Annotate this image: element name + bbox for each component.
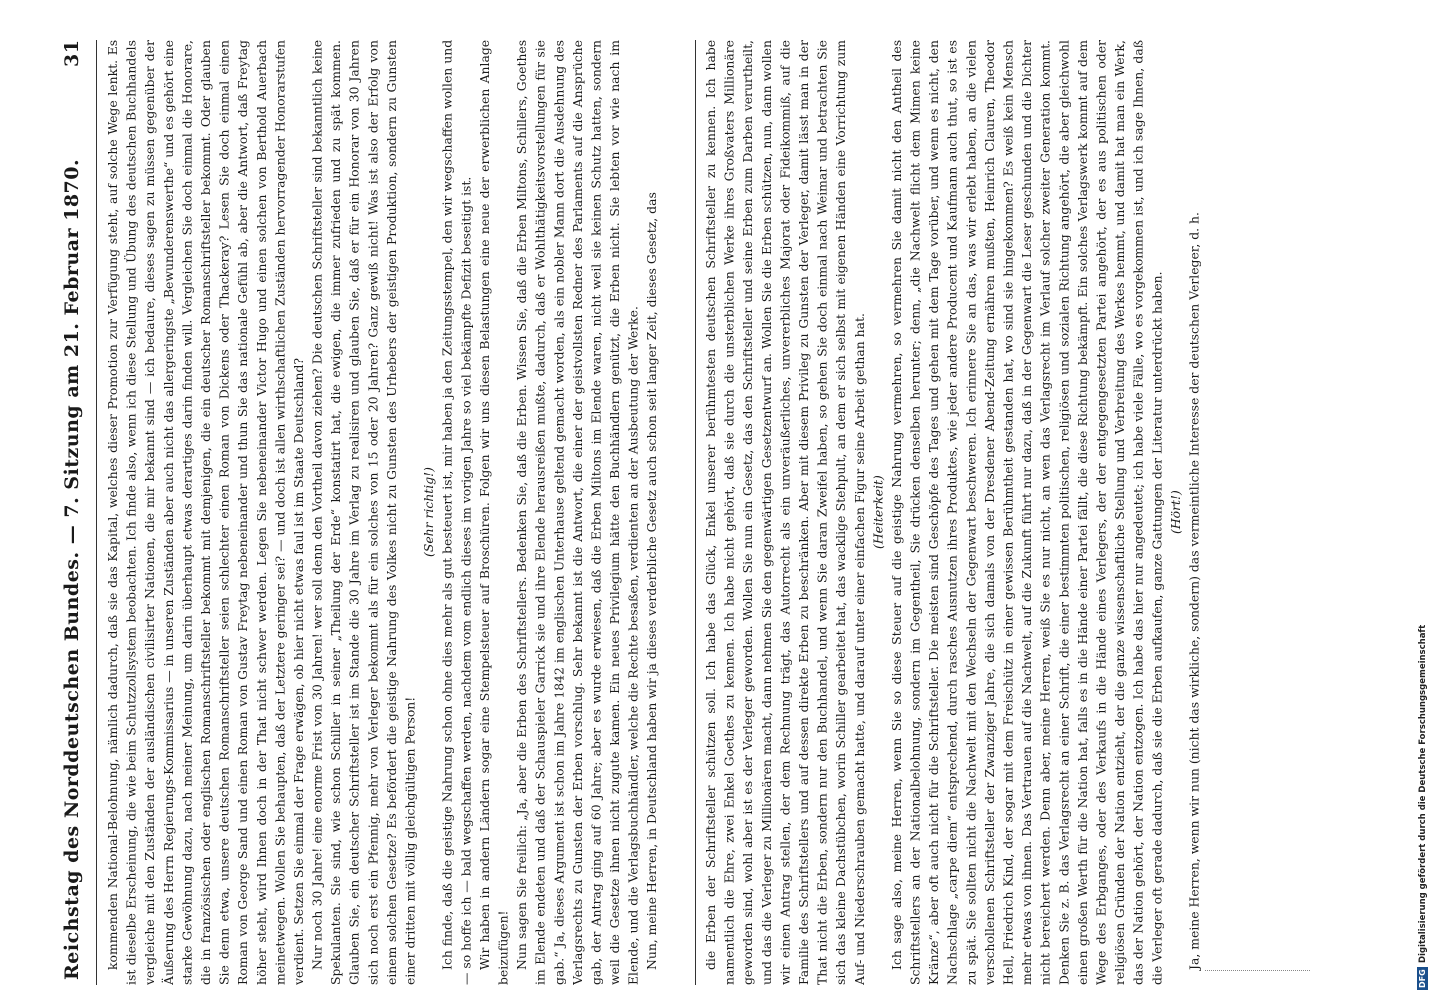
column-divider <box>695 40 696 985</box>
paragraph: kommenden National-Belohnung, nämlich dadurch, daß sie das Kapital, welches dieser Promotion zur Verfügung steht, auf solche Wege lenkt. Es ist dieselbe Erscheinung, die wie beim Schutzzollsystem beobachten. Ich finde also, wenn ich diese Stellung und Übung des deutschen Buchhandels vergleiche mit den Zuständen der ausländischen civilisirter Nationen, die mir bekannt sind — ich bedaure, dieses sagen zu müssen gegenüber der Äußerung des Herrn Regierungs-Kommissarius — in unseren Zuständen aber auch nicht das allergeringste „Bewunderenswerthe“ und es gehört eine starke Gewöhnung dazu, nach meiner Meinung, um darin überhaupt etwas derartiges darin finden will. Vergleichen Sie doch einmal die Honorare, die in französischen oder englischen Romanschriftsteller bekommt mit demjenigen, die ein deutscher Romanschriftsteller bekommt. Oder glauben Sie denn etwa, unsere deutschen Romanschriftsteller seien schlechter einen Roman von Dickens oder Thackeray? Lesen Sie doch einmal einen Roman von George Sand und einen Roman von Gustav Freytag nebeneinander und thun Sie das nationale Gefühl ab, aber die Antwort, daß Freytag höher steht, wird Ihnen doch in der That nicht schwer werden. Legen Sie nebeneinander Victor Hugo und einen solchen von Berthold Auerbach meinetwegen. Wollen Sie behaupten, daß der Letztere geringer sei? — und doch ist allen wirthschaftlichen Zuständen hervorragender Honorarstufen verdient. Setzen Sie einmal der Frage erwägen, ob hier nicht etwas faul ist im Staate Deutschland? <box>105 40 306 985</box>
interjection: (Sehr richtig!) <box>421 467 437 558</box>
interjection: (Heiterkeit) <box>870 475 886 550</box>
paragraph: Ich finde, daß die geistige Nahrung schon ohne dies mehr als gut besteuert ist, mir haben ja den Zeitungsstempel, den wir wegschaffen wollen und — so hoffe ich — bald wegschaffen werden, nachdem vom endlich dieses im vorigen Jahre so viel bekämpfte Defizit beseitigt ist. <box>439 40 474 985</box>
paragraph: Nun sagen Sie freilich: „Ja, aber die Erben des Schriftstellers. Bedenken Sie, daß die Erben. Wissen Sie, daß die Erben Miltons, Schillers, Goethes im Elende endeten und daß der Schauspieler Garrick sie und ihre Elende herausreißen mußte, dadurch, daß er Wohlthätigkeitsvorstellungen für sie gab.“ Ja, dieses Argument ist schon im Jahre 1842 im englischen Unterhause geltend gemacht worden, als ein nobler Mann dort die Ausdehnung des Verlagsrechts zu Gunsten der Erben vorschlug. Sehr bekannt ist die Antwort, die einer der geistvollsten Redner des Parlaments auf die Ansprüche gab, der Antrag ging auf 60 Jahre; aber es wurde erwiesen, daß die Erben Miltons im Elende waren, nicht weil sie keinen Schutz hatten, sondern weil die Gesetze ihnen nicht zugute kamen. Ein neues Privilegium hätte den Buchhändlern genützt, die Erben nicht. Sie lebten vor wie nach im Elende, und die Verlagsbuchhändler, welche die Rechte besaßen, verdienten an der Ausbeutung der Werke. <box>514 40 641 985</box>
page-header-title: Reichstag des Norddeutschen Bundes. — 7. Sitzung am 21. Februar 1870. <box>61 158 83 980</box>
footer-rule <box>1205 970 1310 971</box>
text-column-right <box>702 40 1302 985</box>
dfg-badge: DFG <box>1418 969 1427 988</box>
page-number: 31 <box>61 40 83 68</box>
paragraph: Nur noch 30 Jahre! eine enorme Frist von 30 Jahren! wer soll denn den Vortheil davon ziehen? Die deutschen Schriftsteller sind bekanntlich keine Spekulanten. Sie sind, wie schon Schiller in seiner „Theilung der Erde“ konstatirt hat, die ewigen, die immer zufrieden und zu spät kommen. Glauben Sie, ein deutscher Schriftsteller ist im Stande die 30 Jahre im Verlag zu realisiren und glauben Sie, daß er für ein Honorar von 30 Jahren sich noch erst ein Pfennig, mehr von Verleger bekommt als für ein solches von 15 oder 20 Jahren? Ganz gewiß nicht! Was ist also der Erfolg von einem solchen Gesetze? Es befördert die geistige Nahrung des Volkes nicht zu Gunsten des Urhebers der geistigen Produktion, sondern zu Gunsten einer dritten mit völlig gleichgültigen Person! <box>309 40 418 985</box>
paragraph: Wir haben in andern Ländern sogar eine Stempelsteuer auf Broschüren. Folgen wir uns diesen Belastungen eine neue der erwerblichen Anlage beizufügen! <box>476 40 511 985</box>
page-header <box>52 40 92 980</box>
interjection: (Hört!) <box>1167 490 1183 535</box>
paragraph: Ja, meine Herren, wenn wir nun (nicht das wirkliche, sondern) das vermeintliche Interesse der deutschen Verleger, d. h. <box>1186 212 1202 971</box>
paragraph: Ich sage also, meine Herren, wenn Sie so diese Steuer auf die geistige Nahrung vermehren, so vermehren Sie damit nicht den Antheil des Schriftstellers an der Nationalbelohnung, sondern im Gegentheil, Sie drücken denselben herunter; denn, „die Nachwelt flicht dem Mimen keine Kränze“, aber oft auch nicht für die Schriftsteller. Die meisten sind Geschöpfe des Tages und gehen mit dem Tage vorüber, und wenn es nicht, den Nachschlage „carpe diem“ entsprechend, durch rasches Ausnutzen ihres Produktes, wie jeder andere Producent und Kaufmann auch thut, so ist es zu spät. Sie sollten nicht die Nachwelt mit den Wechseln der Gegenwart beschweren. Ich erinnere Sie an das, was wir erlebt haben, an die vielen verschollenen Schriftsteller der Zwanziger Jahre, die sich damals von der Dresdener Abend-Zeitung ernähren mußten, Heinrich Clauren, Theodor Hell, Friedrich Kind, der sogar mit dem Freischütz in einer gewissen Berühmtheit gestanden hat, wo sind sie hingekommen? Es weiß kein Mensch mehr etwas von ihnen. Das Vertrauen auf die Nachwelt, auf die Zukunft führt nur dazu, daß in der Gegenwart die Leser geschunden und die Dichter nicht bereichert werden. Denn aber, meine Herren, weiß Sie es nur nicht, an wen das Verlagsrecht im Verlauf solcher zweiter Generation kommt. Denken Sie z. B. das Verlagsrecht an einer Schrift, die einer bestimmten politischen, religiösen und sozialen Richtung angehört, die aber gleichwohl einen großen Werth für die Nation hat, falls es in die Hände einer Partei fällt, die diese Richtung bekämpft. Ein solches Verlagswerk kommt auf dem Wege des Erbganges, oder des Verkaufs in die Hände eines Verlegers, der der entgegengesetzten Partei angehört, der es aus politischen oder religiösen Gründen der Nation entzieht, der die ganze wissenschaftliche Stellung und Verbreitung des Werkes hemmt, und damit hat man ein Werk, das der Nation gehört, der Nation entzogen. Ich habe das hier nur angedeutet; ich habe viele Fälle, wo es vorgekommen ist, und ich sage Ihnen, daß die Verleger oft gerade dadurch, daß sie die Erben aufkaufen, ganze Gattungen der Literatur unterdrückt haben. <box>888 40 1165 985</box>
funding-note <box>1414 40 1428 990</box>
header-rule <box>96 40 97 985</box>
paragraph: die Erben der Schriftsteller schützen soll. Ich habe das Glück, Enkel unserer berühmtesten deutschen Schriftsteller zu kennen. Ich habe namentlich die Ehre, zwei Enkel Goethes zu kennen. Ich habe nicht gehört, daß sie durch die unsterblichen Werke ihres Großvaters Millionäre geworden sind, wohl aber ist es der Verleger geworden. Wollen Sie nun ein Gesetz, das den Schriftsteller und seine Erben zum Darben verurtheilt, und das die Verleger zu Millionären macht, dann nehmen Sie den gegenwärtigen Gesetzentwurf an. Wollen Sie die Erben schützen, nun, dann wollen wir einen Antrag stellen, der dem Rechnung trägt, das Autorrecht als ein unveräußerliches, unvererbliches Majorat oder Fideikommiß, auf die Familie des Schriftstellers und auf dessen direkte Erben zu beschränken. Aber mit diesem Privileg zu Gunsten der Verleger, damit lässt man in der That nicht die Erben, sondern nur den Buchhandel, und wenn Sie daran Zweifel haben, so gehen Sie doch einmal nach Weimar und betrachten Sie sich das kleine Dachstübchen, worin Schiller gearbeitet hat, das wacklige Stehpult, an dem er sich selbst mit eigenen Händen eine Vorrichtung zum Auf- und Niederschrauben gemacht hatte, und darauf unter einer einfachen Figur seine Arbeit gethan hat. <box>703 40 867 985</box>
text-column-left <box>104 40 689 985</box>
paragraph: Nun, meine Herren, in Deutschland haben wir ja dieses verderbliche Gesetz auch schon seit langer Zeit, dieses Gesetz, das <box>644 192 660 971</box>
funding-note-text: Digitalisierung gefördert durch die Deutsche Forschungsgemeinschaft <box>1418 625 1428 964</box>
